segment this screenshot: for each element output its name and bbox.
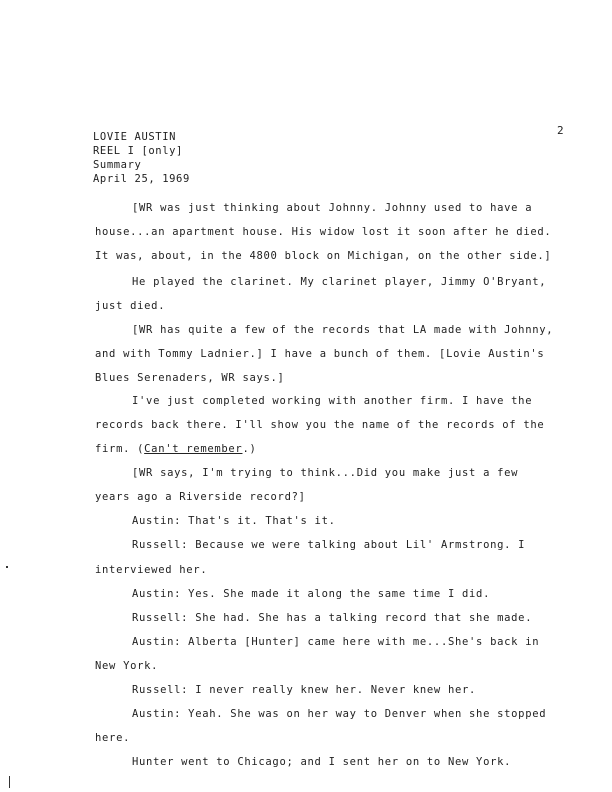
dialogue-line: Austin: Yeah. She was on her way to Denver when she stopped [132, 708, 547, 720]
body-line: house...an apartment house. His widow lost it soon after he died. [95, 226, 552, 238]
dialogue-line: New York. [95, 660, 159, 672]
body-line: [WR was just thinking about Johnny. Johnny used to have a [132, 202, 533, 214]
body-line: records back there. I'll show you the name of the records of the [95, 419, 545, 431]
body-line: and with Tommy Ladnier.] I have a bunch of them. [Lovie Austin's [95, 348, 545, 360]
interviewee-name: LOVIE AUSTIN [93, 131, 177, 143]
reel-label: REEL I [only] [93, 145, 183, 157]
summary-label: Summary [93, 159, 142, 171]
dialogue-line: Russell: She had. She has a talking record that she made. [132, 612, 533, 624]
body-line: Blues Serenaders, WR says.] [95, 372, 285, 384]
page-number: 2 [557, 124, 564, 137]
body-line: years ago a Riverside record?] [95, 491, 306, 503]
dialogue-line: interviewed her. [95, 564, 208, 576]
dialogue-line: Russell: I never really knew her. Never knew her. [132, 684, 477, 696]
dialogue-line: here. [95, 732, 131, 744]
dialogue-line: Austin: Alberta [Hunter] came here with me...She's back in [132, 636, 540, 648]
dialogue-line: Russell: Because we were talking about Lil' Armstrong. I [132, 539, 526, 551]
body-line: [WR says, I'm trying to think...Did you make just a few [132, 467, 519, 479]
dialogue-line: Austin: Yes. She made it along the same time I did. [132, 588, 491, 600]
body-line: [WR has quite a few of the records that LA made with Johnny, [132, 324, 554, 336]
body-line: It was, about, in the 4800 block on Michigan, on the other side.] [95, 250, 552, 262]
underlined-note: Can't remember [144, 443, 243, 455]
dialogue-line: Austin: That's it. That's it. [132, 515, 336, 527]
body-line: I've just completed working with another firm. I have the [132, 395, 533, 407]
body-line: He played the clarinet. My clarinet player, Jimmy O'Bryant, [132, 276, 547, 288]
body-text: firm. ( [95, 443, 145, 455]
interview-date: April 25, 1969 [93, 173, 190, 185]
body-line: just died. [95, 300, 166, 312]
body-text: .) [242, 443, 257, 455]
scan-edge-mark [9, 776, 10, 788]
body-line [95, 442, 257, 456]
document-header [93, 130, 190, 186]
scan-speck [6, 566, 8, 568]
dialogue-line: Hunter went to Chicago; and I sent her on to New York. [132, 756, 512, 768]
